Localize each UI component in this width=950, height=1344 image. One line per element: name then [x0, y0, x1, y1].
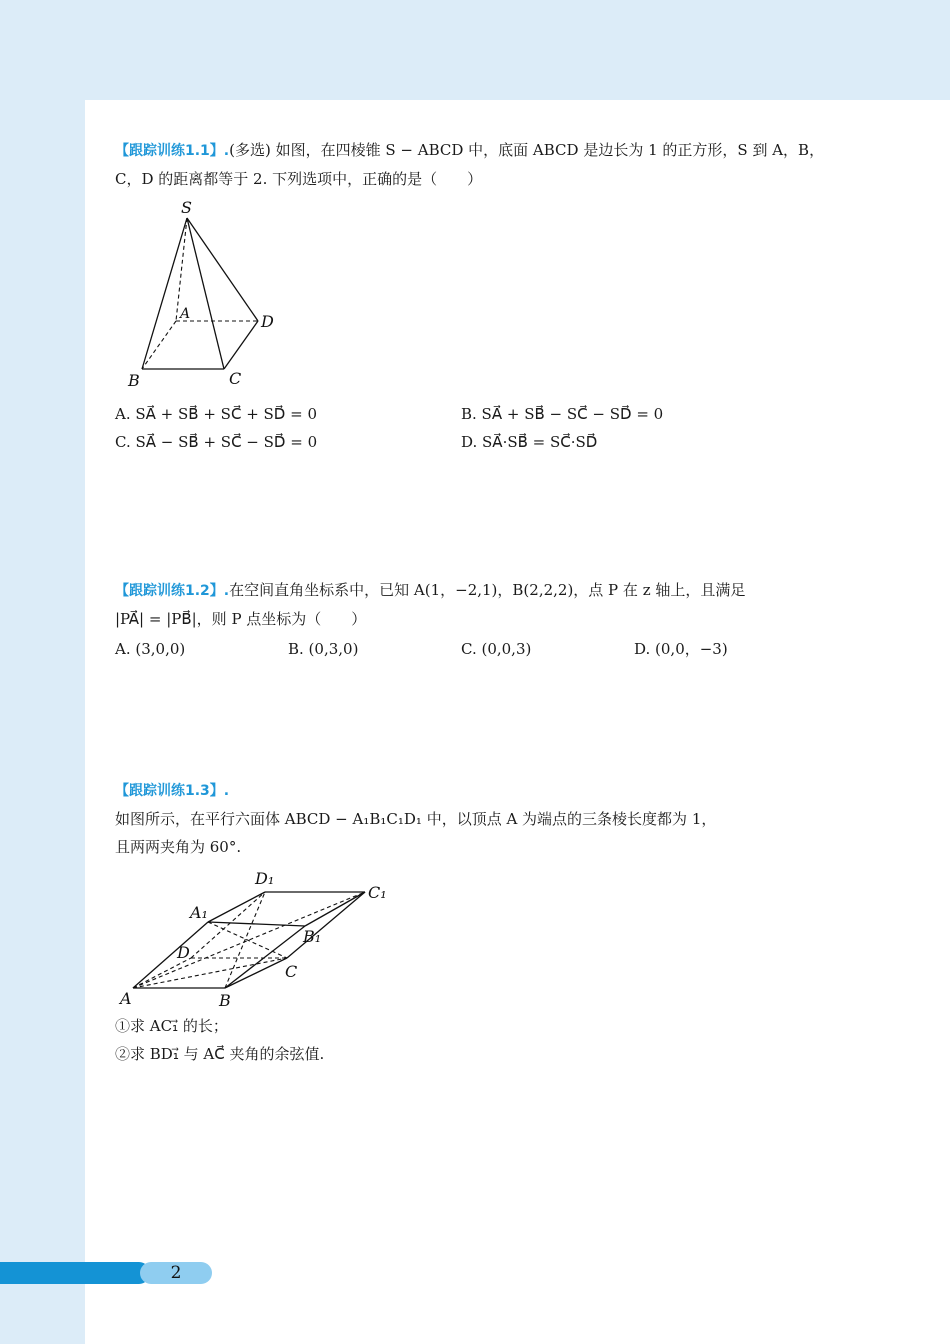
q2-text1: 在空间直角坐标系中，已知 A(1，−2,1)，B(2,2,2)，点 P 在 z 轴上，且满足	[229, 581, 746, 599]
edge-C1B1	[305, 892, 365, 926]
q2-option-a: A. (3,0,0)	[115, 640, 186, 658]
q1-options	[115, 400, 875, 456]
edge-A1D1	[208, 892, 265, 922]
label-C: C	[285, 962, 298, 981]
label-C: C	[229, 369, 242, 388]
q3-subquestions	[115, 1012, 324, 1068]
label-B: B	[219, 991, 231, 1010]
q3-sub2: ②求 BD₁⃗ 与 AC⃗ 夹角的余弦值.	[115, 1045, 325, 1063]
q2-tag: 【跟踪训练1.2】.	[115, 583, 230, 599]
q3-sub1: ①求 AC₁⃗ 的长；	[115, 1017, 228, 1035]
page-number: 2	[140, 1262, 212, 1284]
q1-option-d: D. SA⃗·SB⃗ = SC⃗·SD⃗	[461, 433, 598, 451]
parallelepiped-figure	[115, 866, 405, 1011]
question-1-2	[115, 576, 875, 663]
q3-tag-line	[115, 776, 875, 805]
q3-line1: 如图所示，在平行六面体 ABCD − A₁B₁C₁D₁ 中，以顶点 A 为端点的三条棱长度都为 1，	[115, 810, 717, 828]
label-S: S	[181, 198, 192, 217]
page-header-band	[0, 0, 950, 100]
question-1-3	[115, 776, 875, 1063]
label-A1: A₁	[190, 903, 208, 922]
edge-DD1-hidden	[191, 892, 265, 958]
edge-SD	[187, 218, 258, 321]
page-side-band	[0, 0, 85, 1344]
label-B: B	[128, 371, 140, 390]
q1-option-a: A. SA⃗ + SB⃗ + SC⃗ + SD⃗ = 0	[115, 405, 318, 423]
edge-CC1	[287, 892, 365, 958]
label-D1: D₁	[255, 869, 275, 888]
q1-option-b: B. SA⃗ + SB⃗ − SC⃗ − SD⃗ = 0	[461, 405, 664, 423]
q1-text1: (多选) 如图，在四棱锥 S − ABCD 中，底面 ABCD 是边长为 1 的正方形，S 到 A，B，	[229, 141, 825, 159]
edge-CD	[224, 321, 258, 369]
edge-BC	[225, 958, 287, 988]
q2-option-d: D. (0,0，−3)	[634, 640, 728, 658]
label-D: D	[261, 312, 274, 331]
q1-line2: C，D 的距离都等于 2. 下列选项中，正确的是（ ）	[115, 170, 483, 188]
page-number-bar	[0, 1262, 150, 1284]
q3-tag: 【跟踪训练1.3】.	[115, 783, 230, 799]
q3-line2: 且两两夹角为 60°.	[115, 838, 242, 856]
pyramid-figure	[120, 196, 300, 396]
page-number-tab	[0, 1262, 212, 1284]
q2-line1	[115, 576, 875, 605]
edge-SC	[187, 218, 224, 369]
label-D: D	[177, 943, 190, 962]
label-C1: C₁	[368, 883, 387, 902]
q2-option-c: C. (0,0,3)	[461, 640, 532, 658]
q2-options	[115, 635, 875, 663]
q2-line2: |PA⃗| = |PB⃗|，则 P 点坐标为（ ）	[115, 610, 367, 628]
q1-line1	[115, 136, 875, 165]
label-B1: B₁	[303, 927, 322, 946]
q1-option-c: C. SA⃗ − SB⃗ + SC⃗ − SD⃗ = 0	[115, 433, 318, 451]
label-A: A	[180, 306, 191, 322]
diag-AC	[133, 958, 287, 988]
q1-tag: 【跟踪训练1.1】.	[115, 143, 230, 159]
diag-BD1	[225, 892, 265, 988]
edge-SB	[142, 218, 187, 369]
label-A: A	[120, 989, 132, 1008]
question-1-1	[115, 136, 875, 451]
edge-AB-hidden	[142, 321, 176, 369]
edge-AA1	[133, 922, 208, 988]
q2-option-b: B. (0,3,0)	[288, 640, 359, 658]
